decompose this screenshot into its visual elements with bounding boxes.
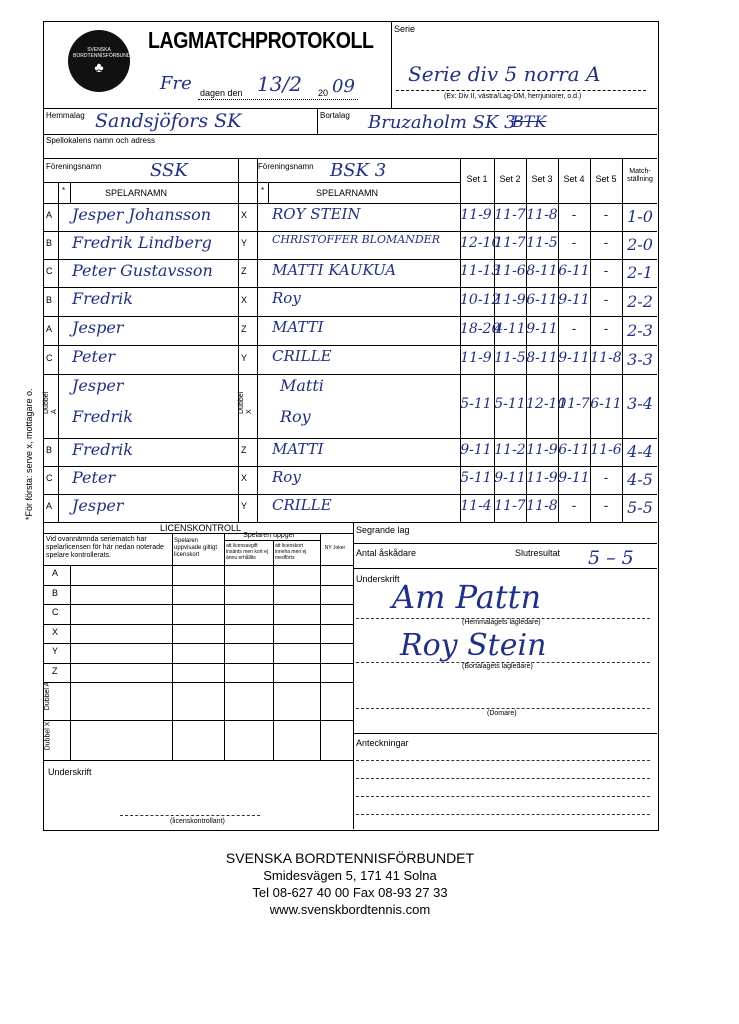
grid-line (43, 316, 657, 317)
licens-line (43, 533, 353, 534)
licens-line (224, 540, 320, 541)
match-2-set-3: 11-5 (526, 235, 558, 251)
federation-logo (68, 30, 137, 92)
double-standing: 3-4 (627, 394, 653, 413)
double-away-player-1: Matti (280, 376, 324, 395)
licens-line (70, 565, 71, 760)
match-10-set-1: 11-4 (460, 498, 492, 514)
final-value: 5 – 5 (588, 547, 634, 569)
match-5-standing: 2-3 (627, 320, 653, 340)
match-8-set-2: 11-2 (494, 442, 526, 458)
logo-text: SVENSKA BORDTENNISFÖRBUNDET (73, 47, 137, 59)
match-4-home-letter: B (46, 294, 53, 305)
match-4-away-letter: X (241, 294, 248, 305)
match-8-home-letter: B (46, 445, 53, 455)
signature-home: Am Pattn (392, 578, 542, 616)
notes-line (356, 778, 650, 779)
double-home-player-2: Fredrik (72, 407, 133, 426)
grid-line (43, 466, 657, 467)
grid-line (43, 182, 460, 183)
match-3-standing: 2-1 (627, 263, 653, 282)
licens-line (43, 585, 353, 586)
notes-line (356, 796, 650, 797)
match-9-away-player: Roy (272, 468, 301, 486)
match-3-away-letter: Z (241, 266, 247, 276)
licens-title: LICENSKONTROLL (160, 523, 242, 533)
grid-line (43, 522, 657, 523)
match-6-set-3: 8-11 (526, 349, 558, 366)
match-10-set-3: 11-8 (526, 498, 558, 514)
licens-row-Z: Z (52, 666, 58, 676)
match-10-set-4: - (571, 498, 577, 514)
match-6-home-player: Peter (72, 347, 116, 366)
match-3-set-3: 8-11 (526, 263, 558, 279)
match-1-set-4: - (571, 207, 577, 223)
double-set-5: 6-11 (590, 396, 622, 412)
match-9-set-2: 9-11 (494, 470, 526, 486)
date-value: 13/2 (257, 72, 302, 96)
grid-line (58, 182, 59, 522)
match-8-away-player: MATTI (272, 440, 324, 458)
licens-line (43, 663, 353, 664)
match-10-set-2: 11-7 (494, 498, 526, 514)
licens-col1: Vid ovannämnda seriematch har spelarlicensen för här nedan noterade spelare kontrollerats. (46, 536, 164, 559)
match-3-set-4: 6-11 (558, 263, 590, 279)
match-3-set-1: 11-13 (460, 263, 501, 279)
notes-label: Anteckningar (356, 738, 409, 748)
home-leader-label: (Hemmalagets lagledare) (462, 619, 541, 626)
match-10-home-letter: A (46, 501, 53, 511)
match-1-home-letter: A (46, 210, 53, 220)
grid-line (43, 494, 657, 495)
year-value: 09 (332, 76, 355, 97)
licens-col5: NY Joker (324, 545, 346, 551)
match-4-away-player: Roy (272, 289, 301, 307)
match-9-home-letter: C (46, 473, 53, 483)
match-8-set-3: 11-9 (526, 442, 558, 458)
grid-line (43, 203, 657, 204)
match-10-away-player: CRILLE (272, 496, 332, 514)
double-away-player-2: Roy (280, 407, 311, 426)
licens-line (320, 533, 321, 760)
double-set-1: 5-11 (460, 396, 492, 412)
match-5-set-1: 18-20 (460, 320, 501, 337)
licens-row-X: X (52, 627, 59, 637)
licens-col2: Spelaren uppvisade giltigt licenskort (174, 538, 218, 558)
licens-line (43, 624, 353, 625)
away-team-strike: BTK (512, 112, 547, 131)
match-8-standing: 4-4 (627, 442, 653, 461)
away-club-label: Föreningsnamn (258, 162, 314, 171)
signature-away: Roy Stein (400, 628, 547, 663)
grid-line (268, 182, 269, 203)
match-2-home-letter: B (46, 238, 53, 248)
licens-sign-label: Underskrift (48, 767, 92, 777)
footer-org: SVENSKA BORDTENNISFÖRBUNDET (225, 850, 475, 866)
match-4-set-1: 10-12 (460, 291, 501, 308)
footer-phone: Tel 08-627 40 00 Fax 08-93 27 33 (252, 885, 448, 900)
match-6-set-4: 9-11 (558, 349, 590, 366)
grid-line (622, 158, 623, 522)
match-3-set-2: 11-6 (494, 263, 526, 279)
match-5-away-player: MATTI (272, 318, 324, 336)
double-home-label: Dubbel A (43, 391, 58, 414)
match-1-set-3: 11-8 (526, 207, 558, 223)
match-6-set-1: 11-9 (460, 349, 492, 366)
match-2-home-player: Fredrik Lindberg (72, 233, 212, 252)
match-1-set-2: 11-7 (494, 207, 526, 223)
match-2-set-5: - (603, 235, 609, 251)
home-club-label: Föreningsnamn (46, 162, 102, 171)
match-3-set-5: - (603, 263, 609, 279)
licens-dubbel-a: Dubbel A (44, 681, 52, 711)
match-4-set-2: 11-9 (494, 291, 526, 308)
grid-line (43, 259, 657, 260)
final-label: Slutresultat (515, 548, 561, 558)
grid-line (43, 287, 657, 288)
match-2-away-letter: Y (241, 238, 248, 248)
paddle-icon: ♣ (94, 59, 104, 75)
match-5-set-5: - (603, 320, 609, 337)
licens-row-C: C (52, 607, 59, 617)
licens-col3: att licensavgift insänts men kort ej ännu erhållits (226, 543, 268, 561)
licens-line (43, 760, 353, 761)
away-team-value: Bruzaholm SK 3 (368, 112, 516, 133)
match-1-set-1: 11-9 (460, 207, 492, 223)
venue-label: Spellokalens namn och adress (46, 136, 155, 145)
double-home-player-1: Jesper (72, 376, 124, 395)
notes-line (356, 814, 650, 815)
match-1-away-letter: X (241, 210, 248, 220)
form-title: LAGMATCHPROTOKOLL (148, 27, 374, 53)
match-9-home-player: Peter (72, 468, 116, 487)
serie-value: Serie div 5 norra A (408, 62, 601, 86)
match-1-away-player: ROY STEIN (272, 205, 361, 223)
grid-line (257, 158, 258, 522)
grid-line (43, 374, 657, 375)
away-players-header: SPELARNAMN (316, 188, 379, 198)
grid-line (70, 182, 71, 203)
licens-line (353, 543, 657, 544)
licens-row-A: A (52, 568, 59, 578)
notes-line (356, 760, 650, 761)
set-5-header: Set 5 (595, 174, 617, 184)
match-5-home-player: Jesper (72, 318, 124, 337)
footer-address: Smidesvägen 5, 171 41 Solna (263, 868, 437, 883)
match-6-standing: 3-3 (627, 349, 653, 369)
match-5-set-3: 9-11 (526, 320, 558, 337)
standing-header: Match-ställning (627, 168, 653, 183)
serie-hint: (Ex: Div II, västra/Lag-DM, herrjuniorer, o.d.) (444, 93, 582, 100)
match-2-set-2: 11-7 (494, 235, 526, 251)
set-1-header: Set 1 (466, 174, 488, 184)
match-2-standing: 2-0 (627, 235, 653, 254)
match-4-standing: 2-2 (627, 291, 653, 311)
grid-line (43, 345, 657, 346)
match-9-set-4: 9-11 (558, 470, 590, 486)
match-8-away-letter: Z (241, 445, 247, 455)
double-set-4: 11-7 (558, 396, 590, 412)
licens-line (353, 733, 657, 734)
match-1-set-5: - (603, 207, 609, 223)
side-note: *För första: serve x, mottagare o. (24, 388, 34, 520)
match-6-away-player: CRILLE (272, 347, 332, 365)
year-prefix: 20 (318, 88, 329, 98)
referee-label: (Domare) (487, 710, 517, 717)
match-4-set-4: 9-11 (558, 291, 590, 308)
licens-line (43, 682, 353, 683)
serie-label: Serie (394, 24, 416, 34)
home-team-label: Hemmalag (46, 111, 85, 120)
match-9-away-letter: X (241, 473, 248, 483)
licens-dubbel-x: Dubbel X (44, 721, 52, 751)
match-2-set-1: 12-10 (460, 235, 501, 251)
grid-line (238, 158, 239, 522)
match-3-home-player: Peter Gustavsson (72, 261, 213, 280)
match-1-standing: 1-0 (627, 207, 653, 226)
home-club-value: SSK (150, 160, 188, 181)
match-8-set-4: 6-11 (558, 442, 590, 458)
footer-web: www.svenskbordtennis.com (269, 902, 431, 917)
date-label: dagen den (200, 88, 243, 98)
match-9-standing: 4-5 (627, 470, 653, 489)
away-team-label: Bortalag (320, 111, 350, 120)
match-6-set-2: 11-5 (494, 349, 526, 366)
match-6-away-letter: Y (241, 352, 248, 363)
away-leader-label: (Bortalagets lagledare) (462, 663, 533, 670)
match-9-set-3: 11-9 (526, 470, 558, 486)
match-5-home-letter: A (46, 323, 53, 334)
match-4-home-player: Fredrik (72, 289, 133, 308)
licens-line (43, 565, 353, 566)
match-10-home-player: Jesper (72, 496, 124, 515)
match-9-set-1: 5-11 (460, 470, 492, 486)
match-3-home-letter: C (46, 266, 53, 276)
licens-col4: att licenskort inneha men ej medförts (275, 543, 307, 561)
away-star: * (261, 186, 265, 195)
grid-line (43, 438, 657, 439)
spectators-label: Antal åskådare (356, 548, 417, 558)
licens-line (43, 643, 353, 644)
licens-row-Y: Y (52, 646, 59, 656)
match-6-set-5: 11-8 (590, 349, 622, 366)
set-3-header: Set 3 (531, 174, 553, 184)
result-sign-label: Underskrift (356, 574, 400, 584)
licens-controller: (licenskontrollant) (170, 818, 225, 825)
match-5-set-2: 4-11 (494, 320, 526, 337)
licens-line (224, 533, 225, 760)
match-9-set-5: - (603, 470, 609, 486)
match-8-home-player: Fredrik (72, 440, 133, 459)
match-4-set-3: 6-11 (526, 291, 558, 308)
set-4-header: Set 4 (563, 174, 585, 184)
home-team-value: Sandsjöfors SK (95, 110, 242, 132)
match-2-away-player: CHRISTOFFER BLOMANDER (272, 233, 440, 246)
double-away-label: Dubbel X (238, 391, 253, 414)
licens-col-group: Spelaren uppger (243, 532, 295, 539)
match-1-home-player: Jesper Johansson (72, 205, 212, 224)
match-3-away-player: MATTI KAUKUA (272, 261, 397, 279)
match-8-set-1: 9-11 (460, 442, 492, 458)
match-8-set-5: 11-6 (590, 442, 622, 458)
match-5-set-4: - (571, 320, 577, 337)
match-4-set-5: - (603, 291, 609, 308)
match-10-set-5: - (603, 498, 609, 514)
licens-line (43, 720, 353, 721)
grid-line (43, 231, 657, 232)
match-5-away-letter: Z (241, 323, 247, 334)
match-10-standing: 5-5 (627, 498, 653, 517)
match-2-set-4: - (571, 235, 577, 251)
away-club-value: BSK 3 (330, 160, 387, 181)
double-set-2: 5-11 (494, 396, 526, 412)
double-set-3: 12-10 (526, 396, 567, 412)
match-6-home-letter: C (46, 352, 53, 363)
set-2-header: Set 2 (499, 174, 521, 184)
winner-label: Segrande lag (356, 525, 410, 535)
licens-line (172, 533, 173, 760)
match-10-away-letter: Y (241, 501, 248, 511)
home-star: * (62, 186, 66, 195)
home-players-header: SPELARNAMN (105, 188, 168, 198)
day-value: Fre (160, 73, 192, 94)
licens-line (273, 540, 274, 760)
licens-row-B: B (52, 588, 59, 598)
licens-line (43, 604, 353, 605)
